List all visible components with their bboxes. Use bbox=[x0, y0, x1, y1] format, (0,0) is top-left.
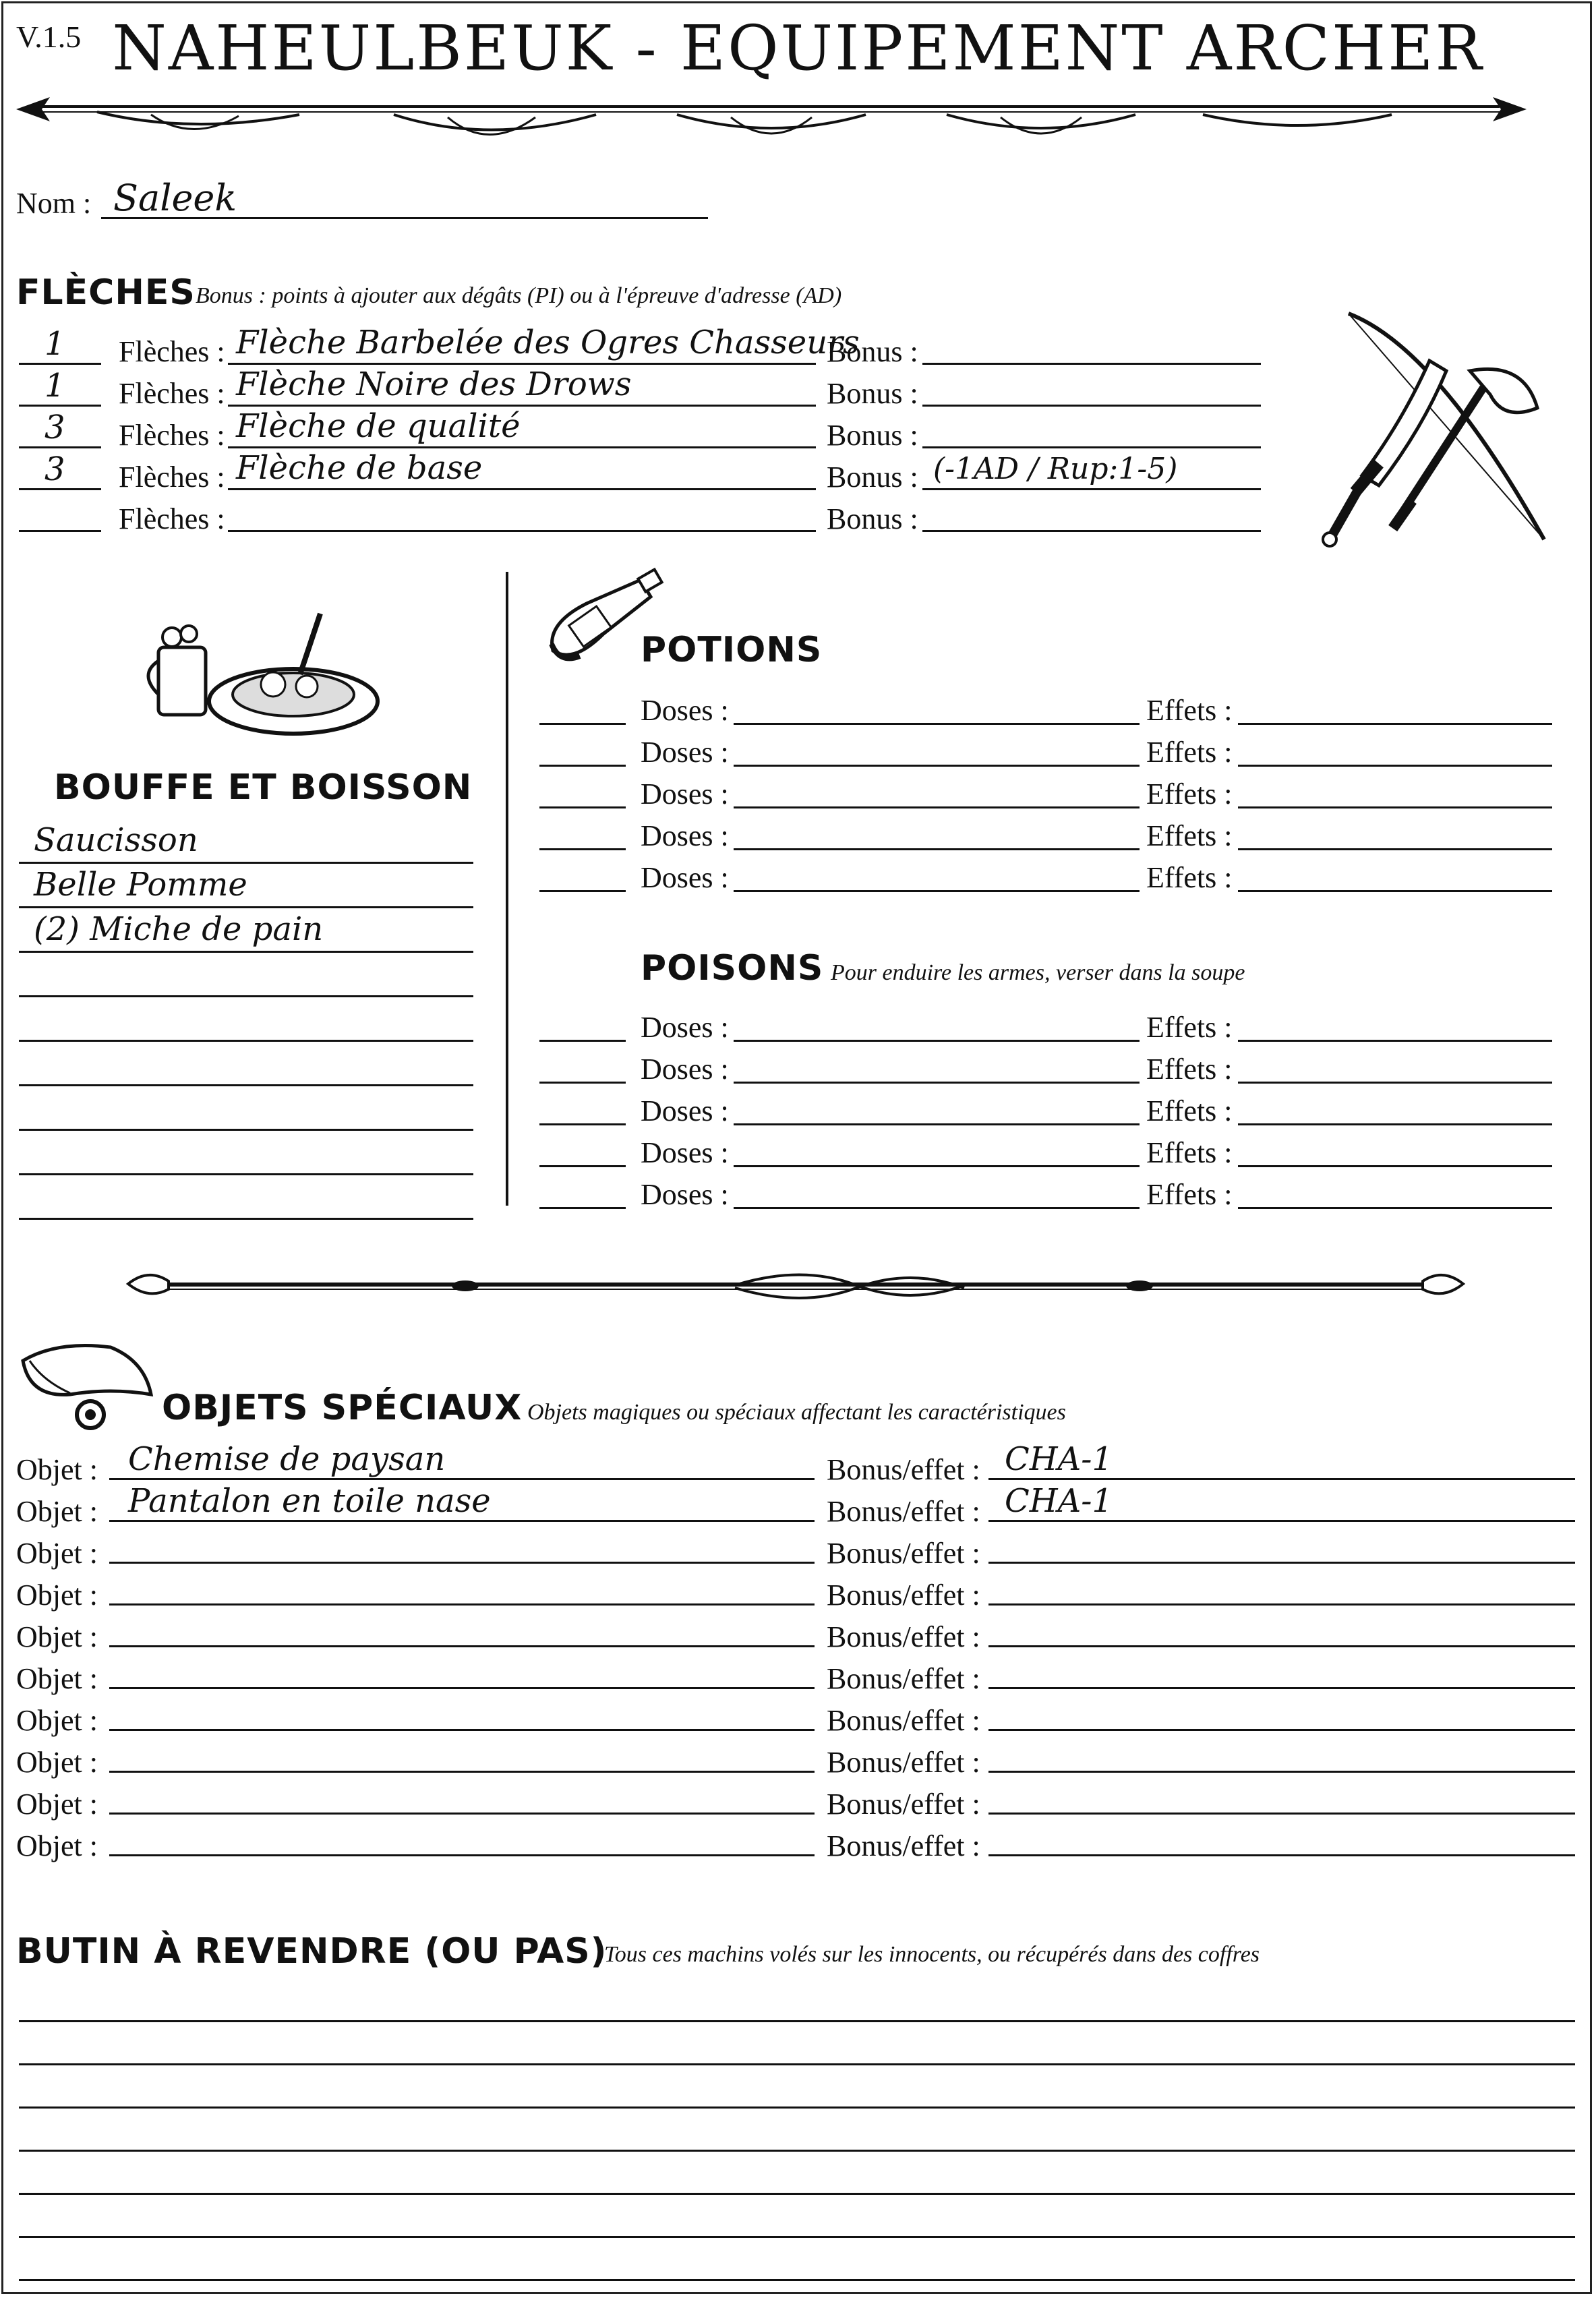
doses-label: Doses : bbox=[641, 861, 729, 894]
nom-underline bbox=[101, 217, 708, 219]
crossed-weapons-icon bbox=[1322, 307, 1564, 550]
butin-line[interactable] bbox=[19, 2150, 1575, 2152]
fleche-label: Flèches : bbox=[119, 377, 225, 410]
objet-bonus-line bbox=[988, 1562, 1575, 1564]
objet-label: Objet : bbox=[16, 1704, 98, 1737]
nom-label: Nom : bbox=[16, 187, 92, 220]
fleche-qty-line bbox=[19, 488, 101, 490]
bouffe-line bbox=[19, 1129, 473, 1131]
objet-bonus-line bbox=[988, 1645, 1575, 1647]
page-title: NAHEULBEUK - EQUIPEMENT ARCHER bbox=[112, 12, 1484, 84]
bouffe-line bbox=[19, 862, 473, 864]
objet-bonus-label: Bonus/effet : bbox=[827, 1453, 980, 1486]
objets-title: OBJETS SPÉCIAUX bbox=[162, 1388, 523, 1428]
objet-bonus-label: Bonus/effet : bbox=[827, 1704, 980, 1737]
dose-qty-line[interactable] bbox=[539, 765, 626, 767]
dose-name-line[interactable] bbox=[734, 765, 1140, 767]
fleche-bonus-label: Bonus : bbox=[827, 461, 918, 494]
dose-qty-line[interactable] bbox=[539, 806, 626, 808]
fleche-name[interactable]: Flèche Barbelée des Ogres Chasseurs bbox=[236, 324, 860, 361]
fleche-bonus[interactable]: (-1AD / Rup:1-5) bbox=[933, 452, 1178, 486]
potions-title: POTIONS bbox=[641, 630, 823, 670]
objet-name-line bbox=[109, 1729, 815, 1731]
objet-bonus-line bbox=[988, 1520, 1575, 1522]
fleche-bonus-label: Bonus : bbox=[827, 419, 918, 452]
dose-qty-line[interactable] bbox=[539, 1165, 626, 1167]
bouffe-item[interactable]: Belle Pomme bbox=[34, 866, 247, 904]
fleche-name-line bbox=[228, 405, 816, 407]
objet-label: Objet : bbox=[16, 1579, 98, 1612]
fleche-bonus-line bbox=[922, 405, 1261, 407]
objet-bonus-label: Bonus/effet : bbox=[827, 1579, 980, 1612]
fleches-title: FLÈCHES bbox=[16, 272, 196, 313]
effets-label: Effets : bbox=[1146, 861, 1233, 894]
effets-label: Effets : bbox=[1146, 1094, 1233, 1127]
dose-name-line[interactable] bbox=[734, 890, 1140, 892]
bouffe-line bbox=[19, 1218, 473, 1220]
dose-qty-line[interactable] bbox=[539, 723, 626, 725]
dose-qty-line[interactable] bbox=[539, 890, 626, 892]
column-separator bbox=[506, 572, 508, 1206]
objet-bonus-line bbox=[988, 1729, 1575, 1731]
objet-name-line bbox=[109, 1645, 815, 1647]
objet-bonus-line bbox=[988, 1771, 1575, 1773]
fleche-name[interactable]: Flèche de base bbox=[236, 449, 483, 487]
objet-bonus-line bbox=[988, 1603, 1575, 1605]
fleche-label: Flèches : bbox=[119, 502, 225, 535]
butin-line[interactable] bbox=[19, 2236, 1575, 2238]
objet-label: Objet : bbox=[16, 1662, 98, 1695]
objet-bonus-label: Bonus/effet : bbox=[827, 1746, 980, 1779]
fleche-name-line bbox=[228, 446, 816, 448]
effets-line[interactable] bbox=[1238, 1040, 1552, 1042]
effets-line[interactable] bbox=[1238, 723, 1552, 725]
objet-bonus-label: Bonus/effet : bbox=[827, 1620, 980, 1653]
fleche-bonus-line bbox=[922, 530, 1261, 532]
objet-label: Objet : bbox=[16, 1746, 98, 1779]
objet-label: Objet : bbox=[16, 1453, 98, 1486]
doses-label: Doses : bbox=[641, 1136, 729, 1169]
fleche-qty-line bbox=[19, 405, 101, 407]
bouffe-line bbox=[19, 906, 473, 908]
doses-label: Doses : bbox=[641, 736, 729, 769]
fleche-qty[interactable]: 1 bbox=[45, 367, 65, 405]
doses-label: Doses : bbox=[641, 819, 729, 852]
fleche-name-line bbox=[228, 488, 816, 490]
fleche-bonus-label: Bonus : bbox=[827, 335, 918, 368]
effets-label: Effets : bbox=[1146, 777, 1233, 811]
objet-bonus-label: Bonus/effet : bbox=[827, 1788, 980, 1821]
effets-label: Effets : bbox=[1146, 694, 1233, 727]
doses-label: Doses : bbox=[641, 777, 729, 811]
fleche-name[interactable]: Flèche Noire des Drows bbox=[236, 365, 632, 403]
butin-line[interactable] bbox=[19, 2063, 1575, 2065]
butin-line[interactable] bbox=[19, 2193, 1575, 2195]
effets-line[interactable] bbox=[1238, 848, 1552, 850]
fleche-qty-line bbox=[19, 363, 101, 365]
dose-name-line[interactable] bbox=[734, 1123, 1140, 1125]
dose-qty-line[interactable] bbox=[539, 848, 626, 850]
effets-label: Effets : bbox=[1146, 819, 1233, 852]
bouffe-item[interactable]: (2) Miche de pain bbox=[34, 910, 324, 948]
objet-name-line bbox=[109, 1478, 815, 1480]
doses-label: Doses : bbox=[641, 1053, 729, 1086]
objet-bonus-label: Bonus/effet : bbox=[827, 1662, 980, 1695]
objet-label: Objet : bbox=[16, 1537, 98, 1570]
dose-name-line[interactable] bbox=[734, 1165, 1140, 1167]
dose-qty-line[interactable] bbox=[539, 1082, 626, 1084]
bouffe-line bbox=[19, 951, 473, 953]
effets-label: Effets : bbox=[1146, 1053, 1233, 1086]
dose-name-line[interactable] bbox=[734, 848, 1140, 850]
objet-name[interactable]: Pantalon en toile nase bbox=[128, 1482, 491, 1520]
doses-label: Doses : bbox=[641, 1011, 729, 1044]
objet-name-line bbox=[109, 1520, 815, 1522]
fleche-name[interactable]: Flèche de qualité bbox=[236, 407, 521, 445]
fleches-subtitle: Bonus : points à ajouter aux dégâts (PI) ou à l'épreuve d'adresse (AD) bbox=[196, 283, 842, 308]
doses-label: Doses : bbox=[641, 1094, 729, 1127]
objet-name-line bbox=[109, 1603, 815, 1605]
objet-name-line bbox=[109, 1687, 815, 1689]
fleche-bonus-line bbox=[922, 363, 1261, 365]
effets-line[interactable] bbox=[1238, 1082, 1552, 1084]
arrow-divider-icon bbox=[16, 88, 1527, 148]
objet-bonus-label: Bonus/effet : bbox=[827, 1537, 980, 1570]
effets-line[interactable] bbox=[1238, 806, 1552, 808]
effets-line[interactable] bbox=[1238, 890, 1552, 892]
staff-divider-icon bbox=[128, 1261, 1463, 1308]
objet-bonus-line bbox=[988, 1687, 1575, 1689]
dose-name-line[interactable] bbox=[734, 1207, 1140, 1209]
version-label: V.1.5 bbox=[16, 20, 82, 54]
fleche-label: Flèches : bbox=[119, 461, 225, 494]
dose-qty-line[interactable] bbox=[539, 1123, 626, 1125]
doses-label: Doses : bbox=[641, 1178, 729, 1211]
objet-bonus-label: Bonus/effet : bbox=[827, 1829, 980, 1862]
poisons-subtitle: Pour enduire les armes, verser dans la soupe bbox=[831, 960, 1245, 985]
fleche-label: Flèches : bbox=[119, 419, 225, 452]
objet-bonus[interactable]: CHA-1 bbox=[1005, 1440, 1113, 1478]
fleche-qty[interactable]: 1 bbox=[45, 325, 65, 363]
effets-line[interactable] bbox=[1238, 765, 1552, 767]
effets-label: Effets : bbox=[1146, 1136, 1233, 1169]
dose-qty-line[interactable] bbox=[539, 1207, 626, 1209]
dose-name-line[interactable] bbox=[734, 1082, 1140, 1084]
effets-label: Effets : bbox=[1146, 1178, 1233, 1211]
bouffe-item[interactable]: Saucisson bbox=[34, 821, 198, 859]
objet-bonus-line bbox=[988, 1813, 1575, 1815]
objet-name-line bbox=[109, 1813, 815, 1815]
objet-name-line bbox=[109, 1771, 815, 1773]
bouffe-line bbox=[19, 1173, 473, 1175]
objet-bonus-label: Bonus/effet : bbox=[827, 1495, 980, 1528]
doses-label: Doses : bbox=[641, 694, 729, 727]
objet-name[interactable]: Chemise de paysan bbox=[128, 1440, 446, 1478]
objet-bonus[interactable]: CHA-1 bbox=[1005, 1482, 1113, 1520]
butin-title: BUTIN À REVENDRE (OU PAS) bbox=[16, 1931, 608, 1972]
bouffe-line bbox=[19, 1040, 473, 1042]
nom-value[interactable]: Saleek bbox=[113, 177, 237, 219]
objet-label: Objet : bbox=[16, 1788, 98, 1821]
objet-bonus-line bbox=[988, 1478, 1575, 1480]
butin-line[interactable] bbox=[19, 2020, 1575, 2022]
dose-qty-line[interactable] bbox=[539, 1040, 626, 1042]
butin-line[interactable] bbox=[19, 2106, 1575, 2109]
objet-label: Objet : bbox=[16, 1829, 98, 1862]
bouffe-line bbox=[19, 1084, 473, 1086]
dose-name-line[interactable] bbox=[734, 1040, 1140, 1042]
objet-label: Objet : bbox=[16, 1620, 98, 1653]
effets-label: Effets : bbox=[1146, 1011, 1233, 1044]
bouffe-title: BOUFFE ET BOISSON bbox=[54, 767, 473, 808]
scroll-ring-icon bbox=[16, 1334, 158, 1435]
fleche-label: Flèches : bbox=[119, 335, 225, 368]
dose-name-line[interactable] bbox=[734, 723, 1140, 725]
objets-subtitle: Objets magiques ou spéciaux affectant les caractéristiques bbox=[527, 1400, 1066, 1425]
fleche-bonus-label: Bonus : bbox=[827, 377, 918, 410]
fleche-name-line bbox=[228, 363, 816, 365]
food-plate-icon bbox=[138, 607, 381, 742]
effets-line[interactable] bbox=[1238, 1123, 1552, 1125]
fleche-bonus-label: Bonus : bbox=[827, 502, 918, 535]
butin-subtitle: Tous ces machins volés sur les innocents, ou récupérés dans des coffres bbox=[604, 1942, 1260, 1967]
butin-line[interactable] bbox=[19, 2279, 1575, 2281]
fleche-name-line bbox=[228, 530, 816, 532]
fleche-qty-line bbox=[19, 446, 101, 448]
fleche-bonus-line bbox=[922, 446, 1261, 448]
objet-bonus-line bbox=[988, 1854, 1575, 1856]
fleche-qty-line bbox=[19, 530, 101, 532]
fleche-qty[interactable]: 3 bbox=[45, 450, 65, 488]
effets-label: Effets : bbox=[1146, 736, 1233, 769]
bouffe-line bbox=[19, 995, 473, 997]
effets-line[interactable] bbox=[1238, 1207, 1552, 1209]
objet-name-line bbox=[109, 1854, 815, 1856]
objet-label: Objet : bbox=[16, 1495, 98, 1528]
poisons-title: POISONS bbox=[641, 948, 824, 989]
effets-line[interactable] bbox=[1238, 1165, 1552, 1167]
fleche-bonus-line bbox=[922, 488, 1261, 490]
objet-name-line bbox=[109, 1562, 815, 1564]
dose-name-line[interactable] bbox=[734, 806, 1140, 808]
fleche-qty[interactable]: 3 bbox=[45, 409, 65, 446]
